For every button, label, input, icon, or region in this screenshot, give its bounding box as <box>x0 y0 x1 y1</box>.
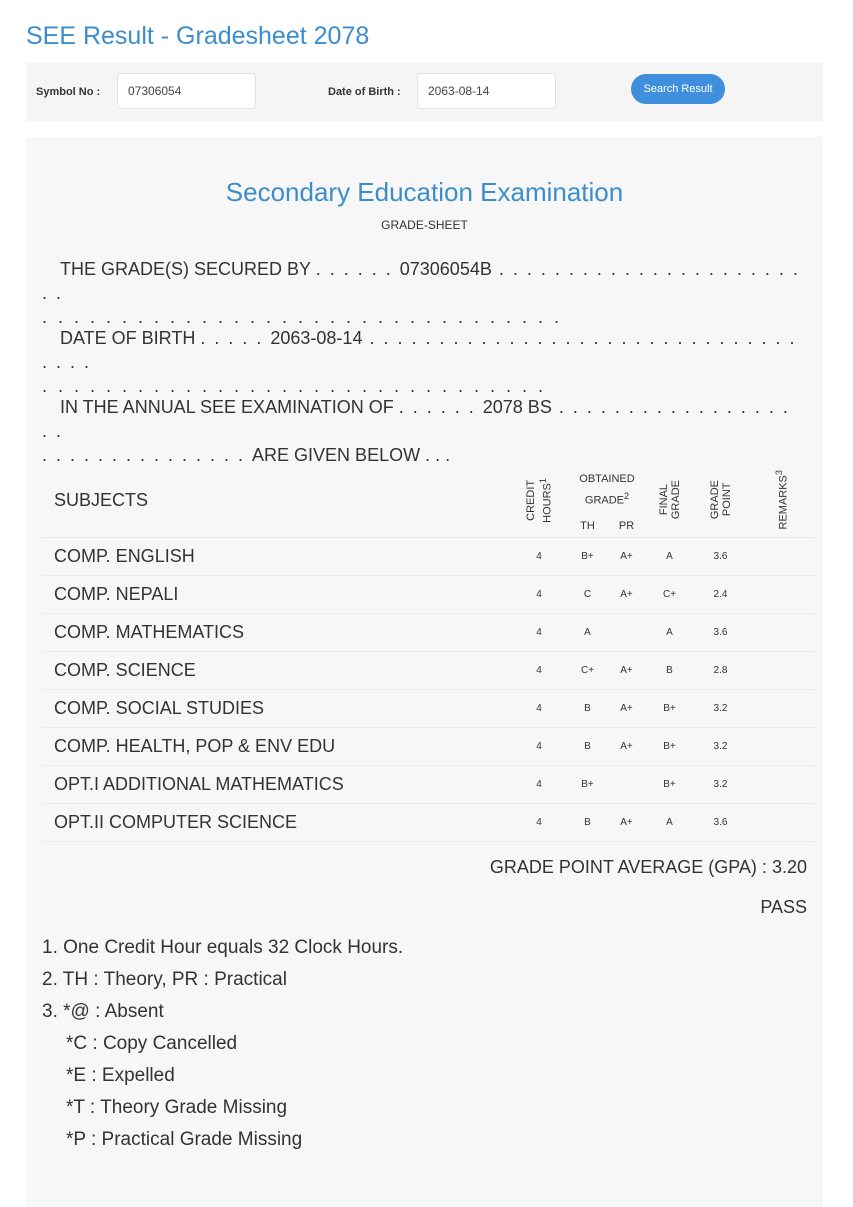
credit-hours-cell: 4 <box>510 728 568 766</box>
exam-statement-label: IN THE ANNUAL SEE EXAMINATION OF <box>60 397 394 417</box>
date-of-birth-input[interactable] <box>417 73 556 109</box>
obtained-grade-cell <box>568 614 646 652</box>
obtained-grade-cell <box>568 728 646 766</box>
symbol-label: Symbol No : <box>36 86 101 98</box>
remarks-cell <box>748 766 815 804</box>
credit-hours-cell: 4 <box>510 614 568 652</box>
grade-point-cell: 3.2 <box>693 728 748 766</box>
footnote-copy-cancelled: *C : Copy Cancelled <box>66 1033 238 1054</box>
credit-hours-header: CREDIT HOURS$^1$ <box>510 463 568 538</box>
pr-grade: A+ <box>620 665 633 676</box>
th-grade: C <box>583 589 592 600</box>
remarks-cell <box>748 652 815 690</box>
final-grade-cell: B+ <box>646 690 693 728</box>
gpa-label: GRADE POINT AVERAGE (GPA) : <box>489 857 767 877</box>
subject-cell: OPT.I ADDITIONAL MATHEMATICS <box>42 766 510 804</box>
th-grade: B+ <box>581 779 594 790</box>
grade-point-cell: 3.6 <box>693 614 748 652</box>
grade-sheet-subtitle: GRADE-SHEET <box>381 218 468 232</box>
page-title: SEE Result - Gradesheet 2078 <box>26 22 370 50</box>
remarks-cell <box>748 804 815 842</box>
footnote-expelled: *E : Expelled <box>66 1065 175 1086</box>
remarks-header: REMARKS$^3$ <box>748 463 815 538</box>
remarks-cell <box>748 728 815 766</box>
credit-hours-cell: 4 <box>510 538 568 576</box>
pr-grade: A+ <box>620 551 633 562</box>
given-below-text: ARE GIVEN BELOW . . . <box>252 445 451 465</box>
footnote-credit-hour: 1. One Credit Hour equals 32 Clock Hours. <box>42 937 404 958</box>
grade-point-cell: 3.2 <box>693 766 748 804</box>
final-grade-cell: B+ <box>646 766 693 804</box>
grade-point-header: GRADE POINT <box>693 463 748 538</box>
subject-cell: COMP. MATHEMATICS <box>42 614 510 652</box>
th-grade: B <box>584 741 591 752</box>
credit-hours-cell: 4 <box>510 690 568 728</box>
pr-grade: A+ <box>620 817 633 828</box>
search-form <box>26 63 823 121</box>
date-of-birth: 2063-08-14 <box>270 328 363 348</box>
final-grade-cell: A <box>646 614 693 652</box>
th-grade: B <box>584 817 591 828</box>
final-grade-cell: B <box>646 652 693 690</box>
obtained-grade-cell <box>568 766 646 804</box>
exam-title: Secondary Education Examination <box>225 177 624 207</box>
symbol-number: 07306054B <box>399 259 492 279</box>
result-status: PASS <box>760 897 807 917</box>
th-grade: B+ <box>581 551 594 562</box>
examination-statement: IN THE ANNUAL SEE EXAMINATION OF . . . . . . 2078 BS . . . . . . . . . . . . . . . . . . . . . . . . . . . . . . . . . . ARE GIVEN BELOW . . . <box>42 397 790 465</box>
pr-grade <box>607 779 646 790</box>
dob-label: Date of Birth : <box>328 86 401 98</box>
table-row <box>42 690 815 728</box>
grade-point-cell: 3.2 <box>693 690 748 728</box>
pr-header: PR <box>618 519 635 532</box>
remarks-cell <box>748 576 815 614</box>
exam-year: 2078 BS <box>482 397 552 417</box>
final-grade-header: FINAL GRADE <box>646 463 693 538</box>
pr-grade: A+ <box>620 741 633 752</box>
table-row <box>42 766 815 804</box>
secured-by-label: THE GRADE(S) SECURED BY <box>60 259 311 279</box>
footnote-absent: 3. *@ : Absent <box>42 1001 164 1022</box>
table-row <box>42 804 815 842</box>
credit-hours-cell: 4 <box>510 652 568 690</box>
gpa-value: 3.20 <box>771 857 807 877</box>
table-row <box>42 728 815 766</box>
remarks-cell <box>748 538 815 576</box>
subjects-header: SUBJECTS <box>42 463 510 538</box>
subject-cell: OPT.II COMPUTER SCIENCE <box>42 804 510 842</box>
grade-table <box>42 463 815 842</box>
pr-grade: A+ <box>620 589 633 600</box>
grade-point-cell: 2.8 <box>693 652 748 690</box>
footnote-th-pr: 2. TH : Theory, PR : Practical <box>42 969 287 990</box>
th-grade: B <box>584 703 591 714</box>
obtained-grade-cell <box>568 804 646 842</box>
grade-point-cell: 3.6 <box>693 538 748 576</box>
subject-cell: COMP. SOCIAL STUDIES <box>42 690 510 728</box>
date-of-birth-statement: DATE OF BIRTH . . . . . 2063-08-14 . . . . . . . . . . . . . . . . . . . . . . . . . . . . . . . . . . . . . . . . . . . . . . . . . . . . . . . . . . . . . . . . . . . <box>42 328 797 396</box>
final-grade-cell: B+ <box>646 728 693 766</box>
search-result-button[interactable]: Search Result <box>631 74 725 104</box>
obtained-grade-cell <box>568 690 646 728</box>
final-grade-cell: C+ <box>646 576 693 614</box>
pr-grade: A+ <box>620 703 633 714</box>
footnote-theory-missing: *T : Theory Grade Missing <box>66 1097 288 1118</box>
obtained-grade-cell <box>568 652 646 690</box>
gpa-line <box>490 857 807 878</box>
table-header-row <box>42 463 815 538</box>
grade-point-cell: 3.6 <box>693 804 748 842</box>
dob-statement-label: DATE OF BIRTH <box>60 328 196 348</box>
subject-cell: COMP. ENGLISH <box>42 538 510 576</box>
table-row <box>42 614 815 652</box>
pr-grade <box>607 627 646 638</box>
credit-hours-cell: 4 <box>510 804 568 842</box>
remarks-cell <box>748 614 815 652</box>
secured-by-statement: THE GRADE(S) SECURED BY . . . . . . 07306054B . . . . . . . . . . . . . . . . . . . . . . . . . . . . . . . . . . . . . . . . . . . . . . . . . . . . . . . . . <box>42 259 800 327</box>
subject-cell: COMP. HEALTH, POP & ENV EDU <box>42 728 510 766</box>
table-row <box>42 538 815 576</box>
th-grade: C+ <box>580 665 595 676</box>
credit-hours-cell: 4 <box>510 576 568 614</box>
grade-point-cell: 2.4 <box>693 576 748 614</box>
remarks-cell <box>748 690 815 728</box>
grade-sheet <box>26 137 823 1207</box>
footnote-practical-missing: *P : Practical Grade Missing <box>66 1129 303 1150</box>
obtained-grade-cell <box>568 576 646 614</box>
table-row <box>42 652 815 690</box>
subject-cell: COMP. SCIENCE <box>42 652 510 690</box>
obtained-grade-header: OBTAINED GRADE$^2$ TH PR <box>568 463 646 538</box>
final-grade-cell: A <box>646 538 693 576</box>
table-row <box>42 576 815 614</box>
th-grade: A <box>584 627 591 638</box>
subject-cell: COMP. NEPALI <box>42 576 510 614</box>
symbol-number-input[interactable] <box>117 73 256 109</box>
obtained-grade-cell <box>568 538 646 576</box>
final-grade-cell: A <box>646 804 693 842</box>
th-header: TH <box>580 519 595 532</box>
credit-hours-cell: 4 <box>510 766 568 804</box>
